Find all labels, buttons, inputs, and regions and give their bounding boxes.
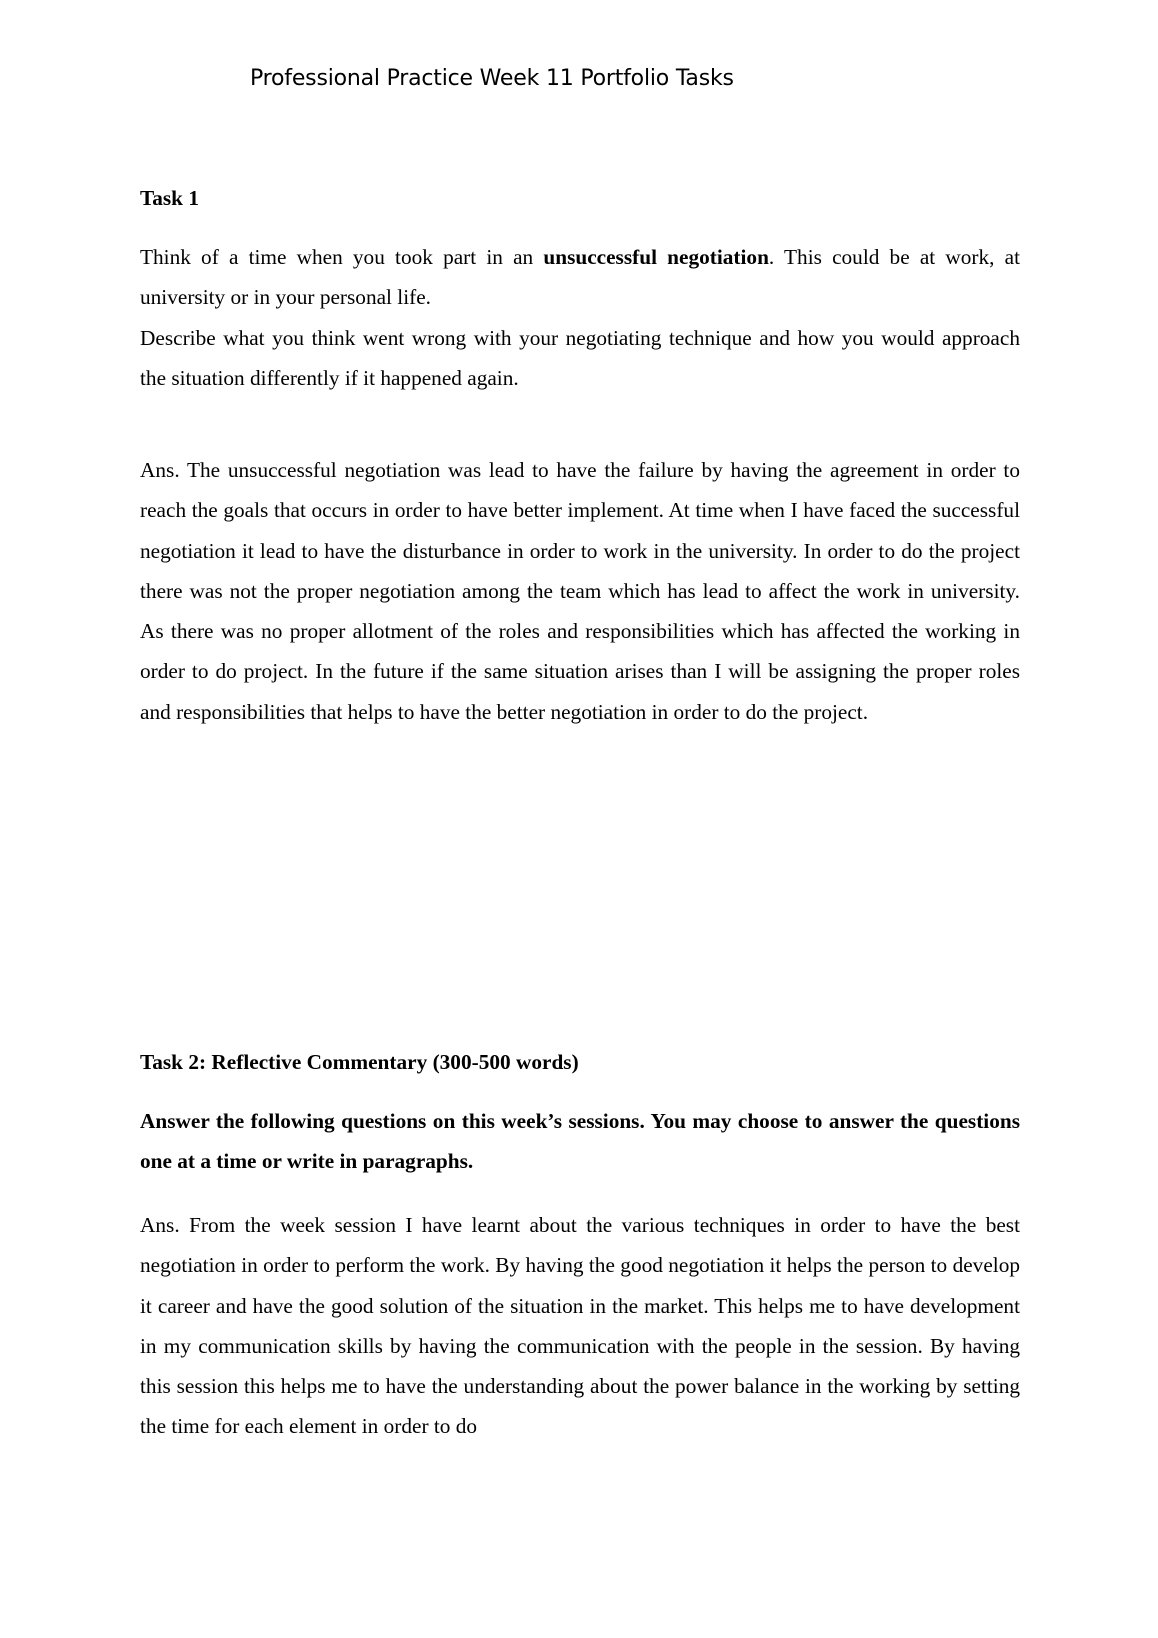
task1-heading: Task 1 — [140, 186, 200, 210]
task2-instruction: Answer the following questions on this week’s sessions. You may choose to answer the questions one at a time or write in paragraphs. — [140, 1109, 1020, 1174]
task1-prompt-paragraph-1 — [140, 237, 1020, 318]
task2-answer: Ans. From the week session I have learnt about the various techniques in order to have the best negotiation in order to perform the work. By having the good negotiation it helps the person to develop it career and have the good solution of the situation in the market. This helps me to have development in my communication skills by having the communication with the people in the session. By having this session this helps me to have the understanding about the power balance in the working by setting the time for each element in order to do — [140, 1213, 1020, 1439]
task1-prompt-emphasis: unsuccessful negotiation — [543, 245, 769, 269]
task1-prompt — [140, 237, 1020, 398]
task1-answer: Ans. The unsuccessful negotiation was lead to have the failure by having the agreement in order to reach the goals that occurs in order to have better implement. At time when I have faced the successful negotiation it lead to have the disturbance in order to work in the university. In order to do the project there was not the proper negotiation among the team which has lead to affect the work in university. As there was no proper allotment of the roles and responsibilities which has affected the working in order to do project. In the future if the same situation arises than I will be assigning the proper roles and responsibilities that helps to have the better negotiation in order to do the project. — [140, 458, 1020, 724]
page-title: Professional Practice Week 11 Portfolio Tasks — [250, 66, 734, 91]
task1-prompt-text-pre: Think of a time when you took part in an — [140, 245, 544, 269]
task1-prompt-paragraph-2: Describe what you think went wrong with your negotiating technique and how you would approach the situation differently if it happened again. — [140, 325, 1020, 390]
task2-heading: Task 2: Reflective Commentary (300-500 words) — [140, 1050, 579, 1074]
task1-prompt-text-post: . This could be at work, at university or in your personal life. — [140, 245, 1021, 310]
